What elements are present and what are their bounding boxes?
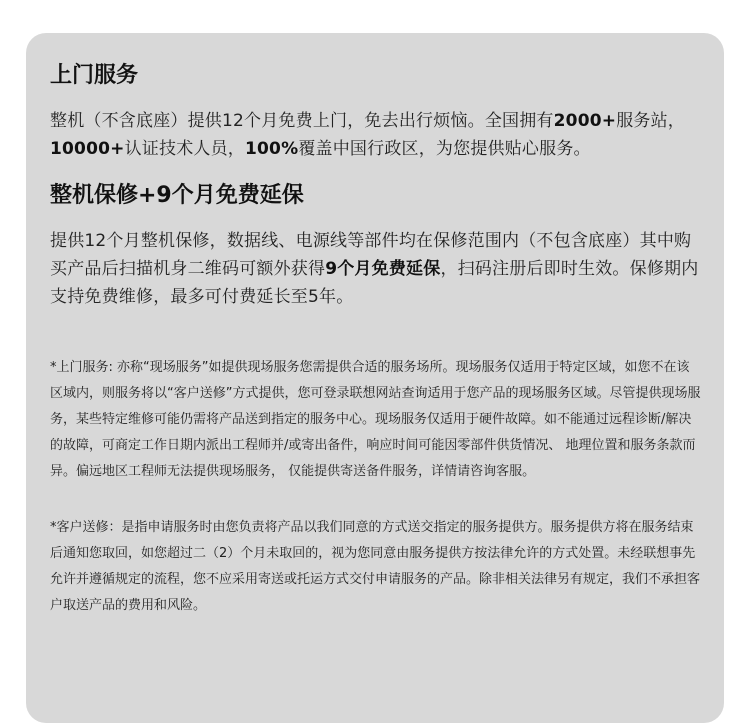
- onsite-text-2: 服务站，: [616, 111, 686, 131]
- technician-count: 10000+: [50, 139, 125, 159]
- onsite-service-footnote: *上门服务: 亦称“现场服务”如提供现场服务您需提供合适的服务场所。现场服务仅适用于特定区域，如您不在该区域内，则服务将以“客户送修”方式提供，您可登录联想网站查询适用于您产品的现场服务区域。尽管提供现场服务，某些特定维修可能仍需将产品送到指定的服务中心。现场服务仅适用于硬件故障。如不能通过远程诊断/解决的故障，可商定工作日期内派出工程师并/或寄出备件，响应时间可能因零部件供货情况、 地理位置和服务条款而异。偏远地区工程师无法提供现场服务， 仅能提供寄送备件服务，详情请咨询客服。: [50, 360, 701, 479]
- onsite-text-3: 认证技术人员，: [124, 139, 245, 159]
- warranty-text-2: ，扫码注册后即时生效。保修期内支持免费维修，最多可付费延长至5年。: [50, 259, 699, 307]
- extended-warranty-highlight: 9个月免费延保: [325, 259, 441, 279]
- onsite-service-description: [50, 107, 702, 163]
- warranty-text-1: 提供12个月整机保修，数据线、电源线等部件均在保修范围内（不包含底座）其中购买产品后扫描机身二维码可额外获得: [50, 231, 692, 279]
- service-station-count: 2000+: [553, 111, 617, 131]
- warranty-title: 整机保修+9个月免费延保: [50, 183, 304, 208]
- customer-repair-footnote: *客户送修：是指申请服务时由您负责将产品以我们同意的方式送交指定的服务提供方。服务提供方将在服务结束后通知您取回，如您超过二（2）个月未取回的，视为您同意由服务提供方按法律允许的方式处置。未经联想事先允许并遵循规定的流程，您不应采用寄送或托运方式交付申请服务的产品。除非相关法律另有规定，我们不承担客户取送产品的费用和风险。: [50, 520, 701, 613]
- onsite-text-4: 覆盖中国行政区，为您提供贴心服务。: [298, 139, 591, 159]
- onsite-service-title: 上门服务: [50, 63, 139, 88]
- onsite-text-1: 整机（不含底座）提供12个月免费上门，免去出行烦恼。全国拥有: [50, 111, 554, 131]
- coverage-percent: 100%: [245, 139, 299, 159]
- service-info-card: [26, 33, 724, 723]
- warranty-description: [50, 227, 702, 311]
